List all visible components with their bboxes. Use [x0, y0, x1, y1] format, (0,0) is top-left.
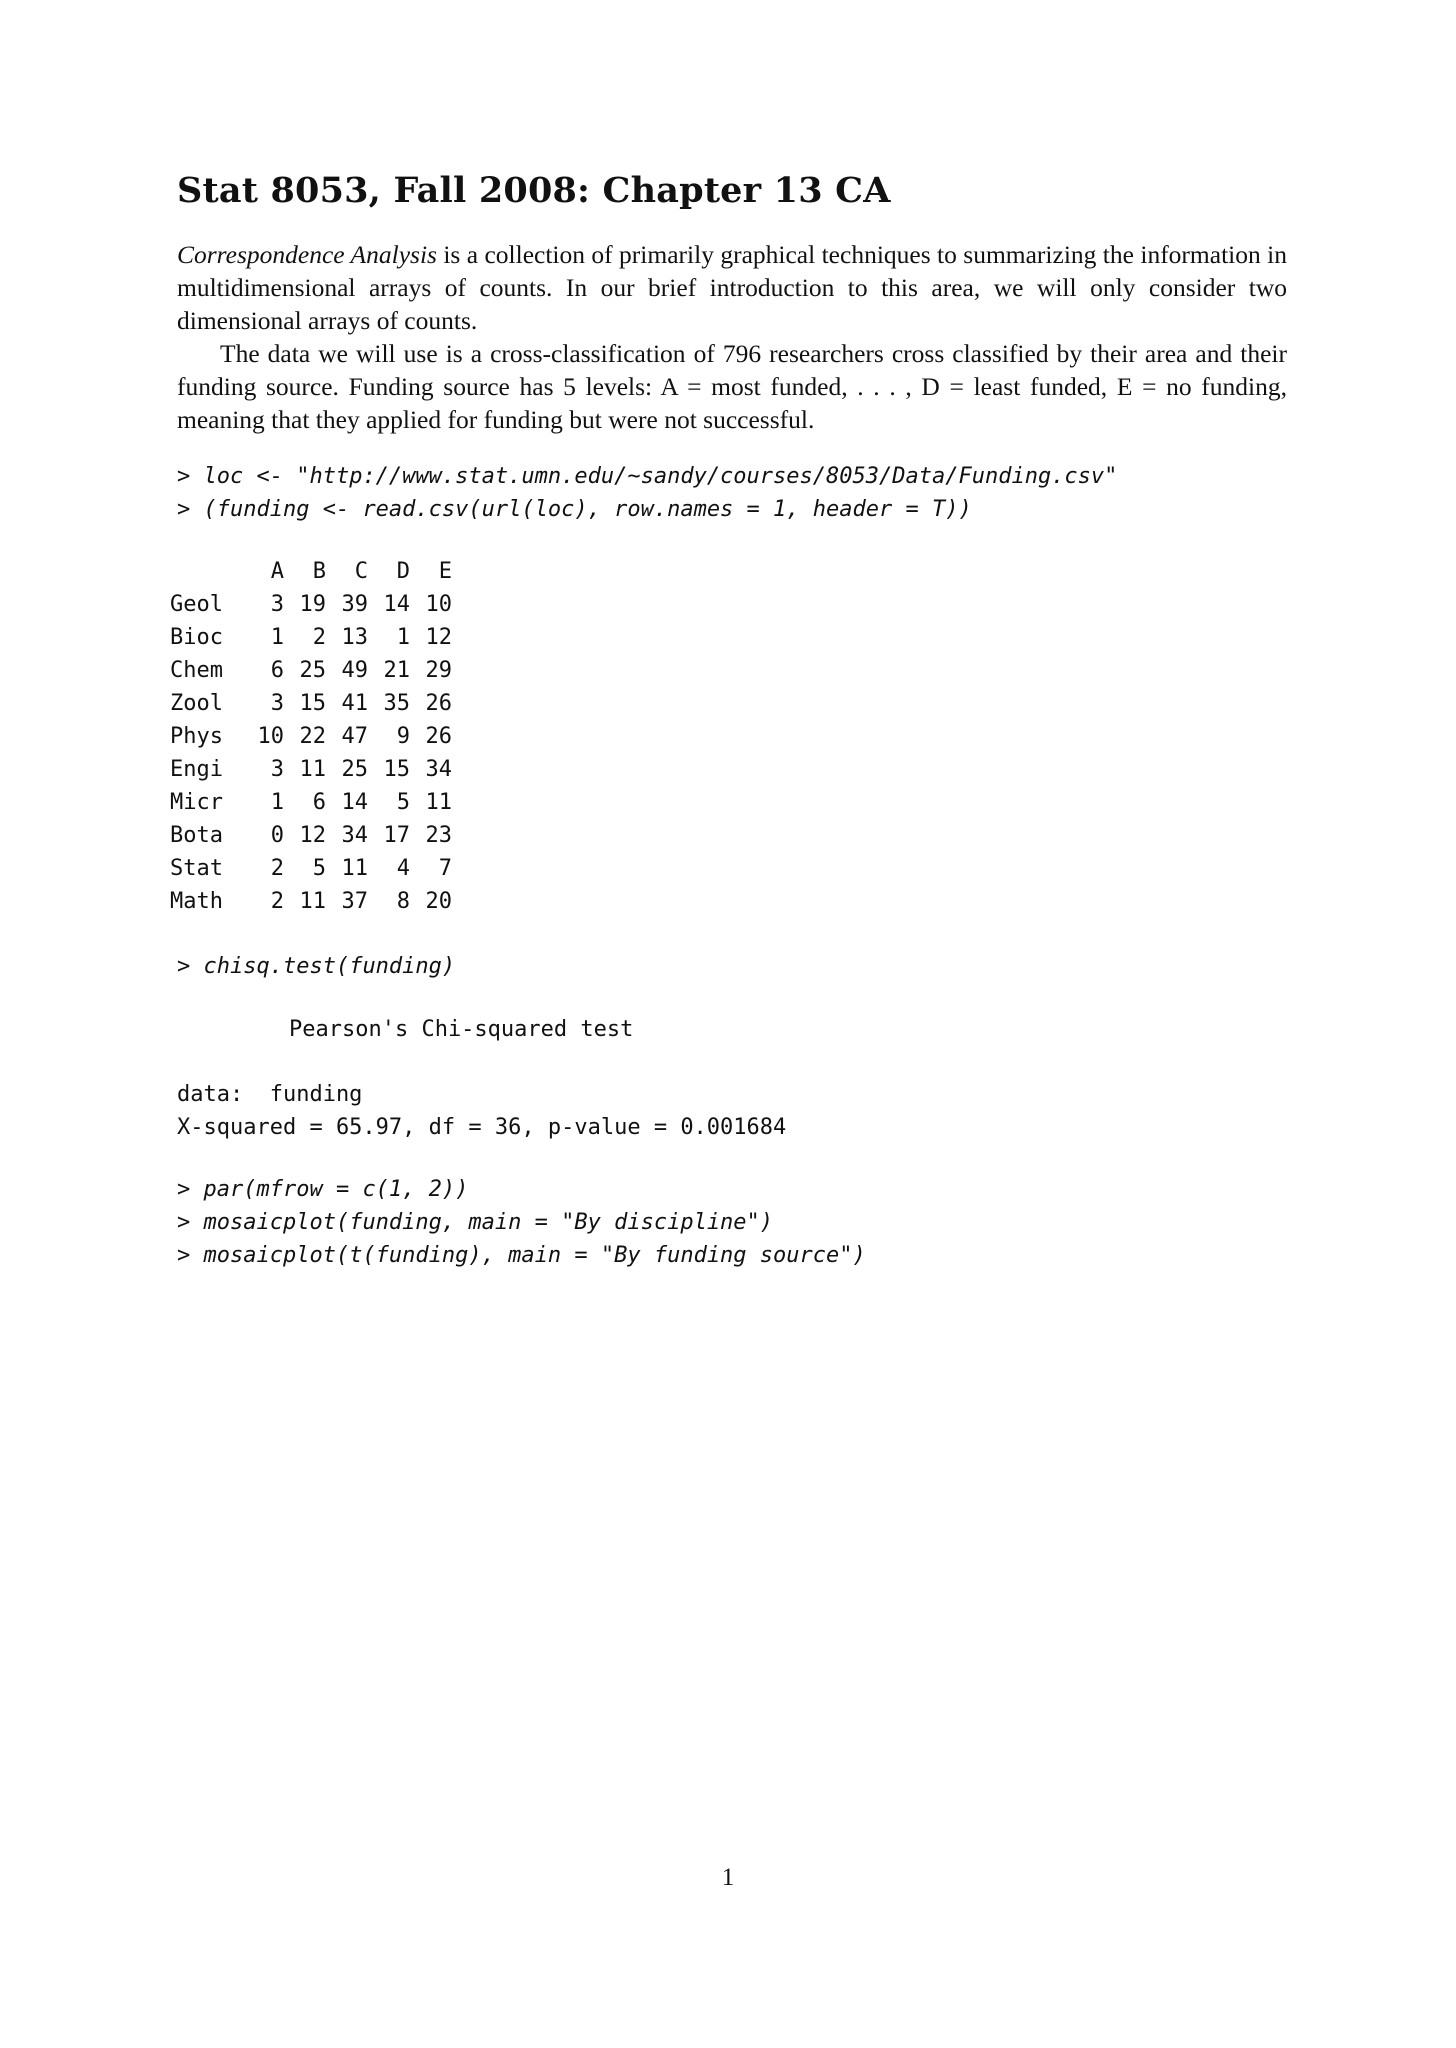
table-cell: 8 — [396, 889, 410, 914]
table-row — [170, 786, 452, 819]
table-cell: 11 — [341, 856, 368, 881]
table-cell: 35 — [383, 691, 410, 716]
code-command: par(mfrow = c(1, 2)) — [203, 1177, 469, 1202]
column-header: C — [354, 559, 368, 584]
code-prompt: > — [177, 497, 191, 522]
table-cell: 3 — [270, 592, 284, 617]
table-row — [170, 588, 452, 621]
table-cell: 34 — [341, 823, 368, 848]
table-cell: 21 — [383, 658, 410, 683]
page-title: Stat 8053, Fall 2008: Chapter 13 CA — [177, 170, 891, 211]
table-cell: 1 — [270, 790, 284, 815]
table-cell: 11 — [299, 757, 326, 782]
table-cell: 29 — [425, 658, 452, 683]
table-cell: 13 — [341, 625, 368, 650]
intro-paragraph-text: is a collection of primarily graphical techniques to summarizing the information in multidimensional arrays of counts. In our brief introduction to this area, we will only consider two dimensional arrays of counts. — [177, 240, 1287, 335]
table-cell: 49 — [341, 658, 368, 683]
table-cell: 26 — [425, 691, 452, 716]
row-name: Micr — [170, 790, 223, 815]
table-cell: 10 — [257, 724, 284, 749]
table-cell: 2 — [312, 625, 326, 650]
code-command: chisq.test(funding) — [203, 954, 456, 979]
code-prompt: > — [177, 1177, 191, 1202]
code-command: mosaicplot(t(funding), main = "By funding source") — [203, 1243, 866, 1268]
row-name: Engi — [170, 757, 223, 782]
column-header: B — [312, 559, 326, 584]
table-cell: 3 — [270, 757, 284, 782]
row-name: Geol — [170, 592, 223, 617]
funding-table — [170, 555, 452, 918]
table-cell: 5 — [396, 790, 410, 815]
code-line-loc — [177, 460, 1117, 493]
code-line-read-csv — [177, 493, 972, 526]
data-description-paragraph: The data we will use is a cross-classification of 796 researchers cross classified by their area and their funding source. Funding source has 5 levels: A = most funded, . . . , D = least funded, E = no funding, meaning that they applied for funding but were not successful. — [177, 339, 1287, 434]
table-row — [170, 621, 452, 654]
table-cell: 5 — [312, 856, 326, 881]
term-correspondence-analysis: Correspondence Analysis — [177, 240, 437, 269]
table-cell: 41 — [341, 691, 368, 716]
code-prompt: > — [177, 954, 191, 979]
table-cell: 47 — [341, 724, 368, 749]
table-cell: 12 — [299, 823, 326, 848]
code-prompt: > — [177, 1210, 191, 1235]
table-cell: 12 — [425, 625, 452, 650]
row-name: Math — [170, 889, 223, 914]
code-command: loc <- "http://www.stat.umn.edu/~sandy/courses/8053/Data/Funding.csv" — [203, 464, 1118, 489]
page-number: 1 — [721, 1864, 735, 1891]
table-cell: 2 — [270, 889, 284, 914]
intro-paragraph — [177, 238, 1287, 337]
column-header: E — [438, 559, 452, 584]
table-cell: 6 — [270, 658, 284, 683]
table-cell: 23 — [425, 823, 452, 848]
table-row — [170, 753, 452, 786]
table-cell: 26 — [425, 724, 452, 749]
code-prompt: > — [177, 1243, 191, 1268]
table-header-row — [170, 555, 452, 588]
code-command: mosaicplot(funding, main = "By discipline") — [203, 1210, 774, 1235]
table-cell: 37 — [341, 889, 368, 914]
table-row — [170, 654, 452, 687]
table-cell: 20 — [425, 889, 452, 914]
table-cell: 0 — [270, 823, 284, 848]
table-row — [170, 720, 452, 753]
test-output-data-line: data: funding — [177, 1082, 363, 1107]
table-cell: 3 — [270, 691, 284, 716]
table-row — [170, 885, 452, 918]
table-cell: 7 — [438, 856, 452, 881]
table-cell: 11 — [299, 889, 326, 914]
column-header: D — [396, 559, 410, 584]
table-cell: 11 — [425, 790, 452, 815]
table-cell: 9 — [396, 724, 410, 749]
row-name: Phys — [170, 724, 223, 749]
table-cell: 25 — [299, 658, 326, 683]
column-header: A — [270, 559, 284, 584]
code-line-par — [177, 1173, 468, 1206]
table-cell: 10 — [425, 592, 452, 617]
table-cell: 1 — [270, 625, 284, 650]
table-cell: 2 — [270, 856, 284, 881]
table-cell: 14 — [341, 790, 368, 815]
code-prompt: > — [177, 464, 191, 489]
table-cell: 1 — [396, 625, 410, 650]
table-cell: 6 — [312, 790, 326, 815]
test-output-title: Pearson's Chi-squared test — [289, 1017, 634, 1042]
table-row — [170, 819, 452, 852]
table-cell: 34 — [425, 757, 452, 782]
row-name: Bota — [170, 823, 223, 848]
row-name: Bioc — [170, 625, 223, 650]
table-cell: 39 — [341, 592, 368, 617]
table-cell: 15 — [299, 691, 326, 716]
code-line-chisq — [177, 950, 455, 983]
row-name: Stat — [170, 856, 223, 881]
code-command: (funding <- read.csv(url(loc), row.names = 1, header = T)) — [203, 497, 972, 522]
table-cell: 25 — [341, 757, 368, 782]
code-line-mosaic-discipline — [177, 1206, 773, 1239]
test-output-statistic-line: X-squared = 65.97, df = 36, p-value = 0.001684 — [177, 1115, 787, 1140]
table-cell: 22 — [299, 724, 326, 749]
table-row — [170, 687, 452, 720]
table-row — [170, 852, 452, 885]
table-cell: 17 — [383, 823, 410, 848]
table-cell: 19 — [299, 592, 326, 617]
code-line-mosaic-funding — [177, 1239, 866, 1272]
table-corner — [170, 555, 242, 588]
table-cell: 15 — [383, 757, 410, 782]
table-cell: 4 — [396, 856, 410, 881]
table-cell: 14 — [383, 592, 410, 617]
row-name: Zool — [170, 691, 223, 716]
row-name: Chem — [170, 658, 223, 683]
